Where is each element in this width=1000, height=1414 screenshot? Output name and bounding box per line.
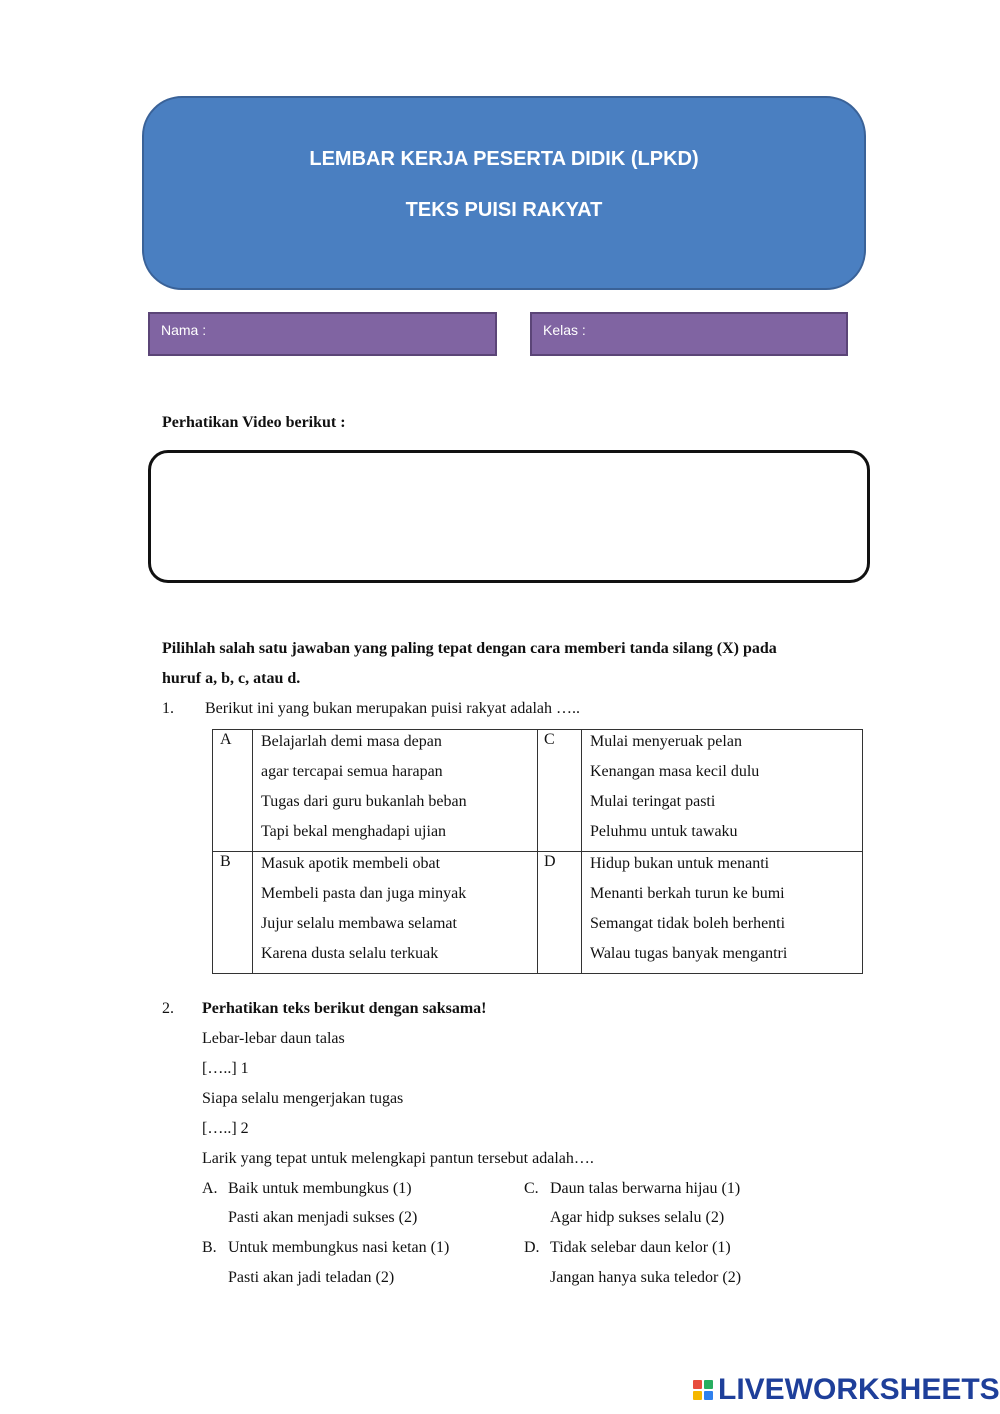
option-c-poem[interactable] [582, 730, 863, 852]
pantun-line-4: […..] 2 [202, 1120, 249, 1137]
option-a-poem[interactable] [253, 730, 538, 852]
worksheet-header [142, 96, 866, 290]
option-b-label[interactable]: B. [202, 1239, 217, 1256]
option-b-line: Karena dusta selalu terkuak [261, 945, 439, 962]
logo-square-yellow [693, 1391, 702, 1400]
logo-square-red [693, 1380, 702, 1389]
worksheet-subtitle: TEKS PUISI RAKYAT [405, 199, 603, 221]
question-1-options-table [212, 729, 863, 974]
option-a-line: agar tercapai semua harapan [261, 763, 443, 780]
option-a-label[interactable]: A. [202, 1180, 218, 1197]
liveworksheets-wordmark: LIVEWORKSHEETS [718, 1373, 1000, 1406]
option-c-line-2[interactable]: Agar hidp sukses selalu (2) [550, 1209, 725, 1226]
option-d-letter[interactable]: D [538, 852, 582, 974]
option-a-line: Tapi bekal menghadapi ujian [261, 823, 447, 840]
option-d-line-2[interactable]: Jangan hanya suka teledor (2) [550, 1269, 742, 1286]
pantun-line-1: Lebar-lebar daun talas [202, 1030, 345, 1047]
question-1-number: 1. [162, 700, 174, 717]
pantun-line-3: Siapa selalu mengerjakan tugas [202, 1090, 404, 1107]
option-a-line: Belajarlah demi masa depan [261, 733, 442, 750]
option-b-line-1[interactable]: Untuk membungkus nasi ketan (1) [228, 1239, 450, 1256]
name-field-label: Nama : [161, 322, 207, 338]
option-a-line-1[interactable]: Baik untuk membungkus (1) [228, 1180, 412, 1197]
option-d-line-1[interactable]: Tidak selebar daun kelor (1) [550, 1239, 731, 1256]
worksheet-title: LEMBAR KERJA PESERTA DIDIK (LPKD) [309, 148, 699, 170]
option-b-line-2[interactable]: Pasti akan jadi teladan (2) [228, 1269, 395, 1286]
option-c-letter[interactable]: C [538, 730, 582, 852]
option-c-label[interactable]: C. [524, 1180, 539, 1197]
option-a-letter[interactable]: A [213, 730, 253, 852]
logo-square-green [704, 1380, 713, 1389]
question-2-number: 2. [162, 1000, 174, 1017]
class-field[interactable] [530, 312, 848, 356]
option-b-line: Jujur selalu membawa selamat [261, 915, 457, 932]
class-field-label: Kelas : [543, 322, 586, 338]
liveworksheets-brand[interactable] [693, 1373, 1000, 1407]
option-d-label[interactable]: D. [524, 1239, 540, 1256]
instructions-line-2: huruf a, b, c, atau d. [162, 670, 301, 687]
option-c-line: Kenangan masa kecil dulu [590, 763, 760, 780]
option-a-line-2[interactable]: Pasti akan menjadi sukses (2) [228, 1209, 418, 1226]
option-d-line: Walau tugas banyak mengantri [590, 945, 788, 962]
option-d-line: Menanti berkah turun ke bumi [590, 885, 785, 902]
question-1-text: Berikut ini yang bukan merupakan puisi rakyat adalah ….. [205, 700, 581, 717]
option-c-line: Mulai teringat pasti [590, 793, 716, 810]
option-b-line: Masuk apotik membeli obat [261, 855, 441, 872]
option-c-line: Mulai menyeruak pelan [590, 733, 742, 750]
option-c-line-1[interactable]: Daun talas berwarna hijau (1) [550, 1180, 741, 1197]
option-b-letter[interactable]: B [213, 852, 253, 974]
instructions-line-1: Pilihlah salah satu jawaban yang paling tepat dengan cara memberi tanda silang (X) pada [162, 640, 777, 657]
option-b-line: Membeli pasta dan juga minyak [261, 885, 467, 902]
option-d-poem[interactable] [582, 852, 863, 974]
option-c-line: Peluhmu untuk tawaku [590, 823, 738, 840]
question-2-title: Perhatikan teks berikut dengan saksama! [202, 1000, 487, 1017]
option-b-poem[interactable] [253, 852, 538, 974]
logo-square-blue [704, 1391, 713, 1400]
video-section-label: Perhatikan Video berikut : [162, 414, 346, 431]
question-2-prompt: Larik yang tepat untuk melengkapi pantun tersebut adalah…. [202, 1150, 594, 1167]
option-d-line: Semangat tidak boleh berhenti [590, 915, 786, 932]
video-placeholder[interactable] [148, 450, 870, 583]
liveworksheets-logo-icon [693, 1380, 713, 1400]
name-field[interactable] [148, 312, 497, 356]
option-d-line: Hidup bukan untuk menanti [590, 855, 770, 872]
option-a-line: Tugas dari guru bukanlah beban [261, 793, 467, 810]
pantun-line-2: […..] 1 [202, 1060, 249, 1077]
